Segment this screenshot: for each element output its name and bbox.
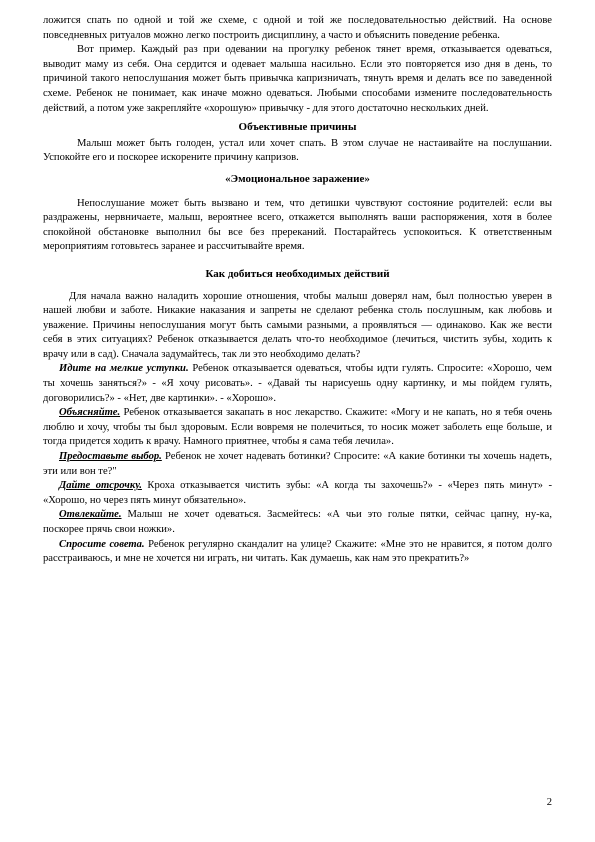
heading-objective-reasons: Объективные причины [238,121,357,134]
emotional-paragraph: Непослушание может быть вызвано и тем, что детишки чувствуют состояние родителей: если вы раздражены, нервничаете, малыш, вероятнее всего, откажется выполнять ваши распоряжения, хотя в более спокойной обстановке выполнил бы все без пререканий. Постарайтесь успокоиться. К ответственным мероприятиям готовьтесь заранее и рассчитывайте время. [43,197,552,253]
tip-concessions [43,362,552,406]
tip-text: Малыш не хочет одеваться. Засмейтесь: «А чьи это голые пятки, сейчас цапну, ну-ка, поскорее прячь свои ножки». [43,509,552,535]
heading-emotional-contagion: «Эмоциональное заражение» [225,172,370,185]
how-paragraph: Для начала важно наладить хорошие отношения, чтобы малыш доверял нам, был полностью уверен в нашей любви и заботе. Никакие наказания и запреты не сделают ребенка столь послушным, как любовь и уважение. Причины непослушания могут быть самыми разными, а проявляться — одинаково. Как же вести себя в этих ситуациях? Ребенок отказывается делать что-то необходимое (лечиться, чистить зубы, ходить к врачу или в сад). Сначала задумайтесь, так ли это необходимо делать? [43,290,552,360]
tip-lead: Дайте отсрочку. [59,480,142,492]
tip-lead: Отвлекайте. [59,509,122,521]
tip-text: Ребенок отказывается одеваться, чтобы идти гулять. Спросите: «Хорошо, чем ты хочешь заняться?» - «Я хочу рисовать». - «Давай ты нарисуешь одну картинку, и мы пойдем гулять, договорились?» - «Нет, две картинки». - «Хорошо». [43,363,552,404]
example-paragraph: Вот пример. Каждый раз при одевании на прогулку ребенок тянет время, отказывается одеваться, выводит маму из себя. Она сердится и одевает малыша насильно. Если это повторяется изо дня в день, то причиной такого непослушания может быть привычка капризничать, тянуть время и делать все по заведенной схеме. Ребенок не понимает, как иначе можно одеваться. Любыми способами измените последовательность действий, а потом уже закрепляйте «хорошую» привычку - для этого достаточно нескольких дней. [43,44,552,114]
tip-text: Кроха отказывается чистить зубы: «А когда ты захочешь?» - «Через пять минут» - «Хорошо, но через пять минут обязательно». [43,480,552,506]
objective-paragraph: Малыш может быть голоден, устал или хочет спать. В этом случае не настаивайте на послушании. Успокойте его и поскорее искорените причину капризов. [43,137,552,164]
tip-text: Ребенок регулярно скандалит на улице? Скажите: «Мне это не нравится, я потом долго расстраиваюсь, и мне не хочется ни играть, ни читать. Как думаешь, как нам это прекратить?» [43,538,552,565]
heading-how-to-achieve: Как добиться необходимых действий [205,267,390,280]
tip-lead: Предоставьте выбор. [59,451,162,463]
intro-paragraph: ложится спать по одной и той же схеме, с одной и той же последовательностью действий. На основе повседневных ритуалов можно легко построить дисциплину, а часто и объяснить поведение ребенка. [43,15,552,41]
tip-text: Ребенок не хочет надевать ботинки? Спросите: «А какие ботинки ты хочешь надеть, эти или вон те?" [43,451,552,477]
page-number: 2 [546,797,552,808]
tip-distract [43,508,552,537]
tip-lead: Идите на мелкие уступки. [59,363,189,375]
tip-text: Ребенок отказывается закапать в нос лекарство. Скажите: «Могу и не капать, но я тебя очень люблю и хочу, чтобы ты был здоровым. Если вовремя не полечиться, то носик может заболеть еще больше, и тогда придется ходить к врачу. Намного приятнее, чтобы я сама тебя лечила». [43,407,552,448]
tip-explain [43,406,552,450]
tip-lead: Объясняйте. [59,407,121,419]
tip-delay [43,479,552,508]
tip-choice [43,450,552,479]
tip-ask-advice [43,538,552,567]
tip-lead: Спросите совета. [59,538,145,550]
